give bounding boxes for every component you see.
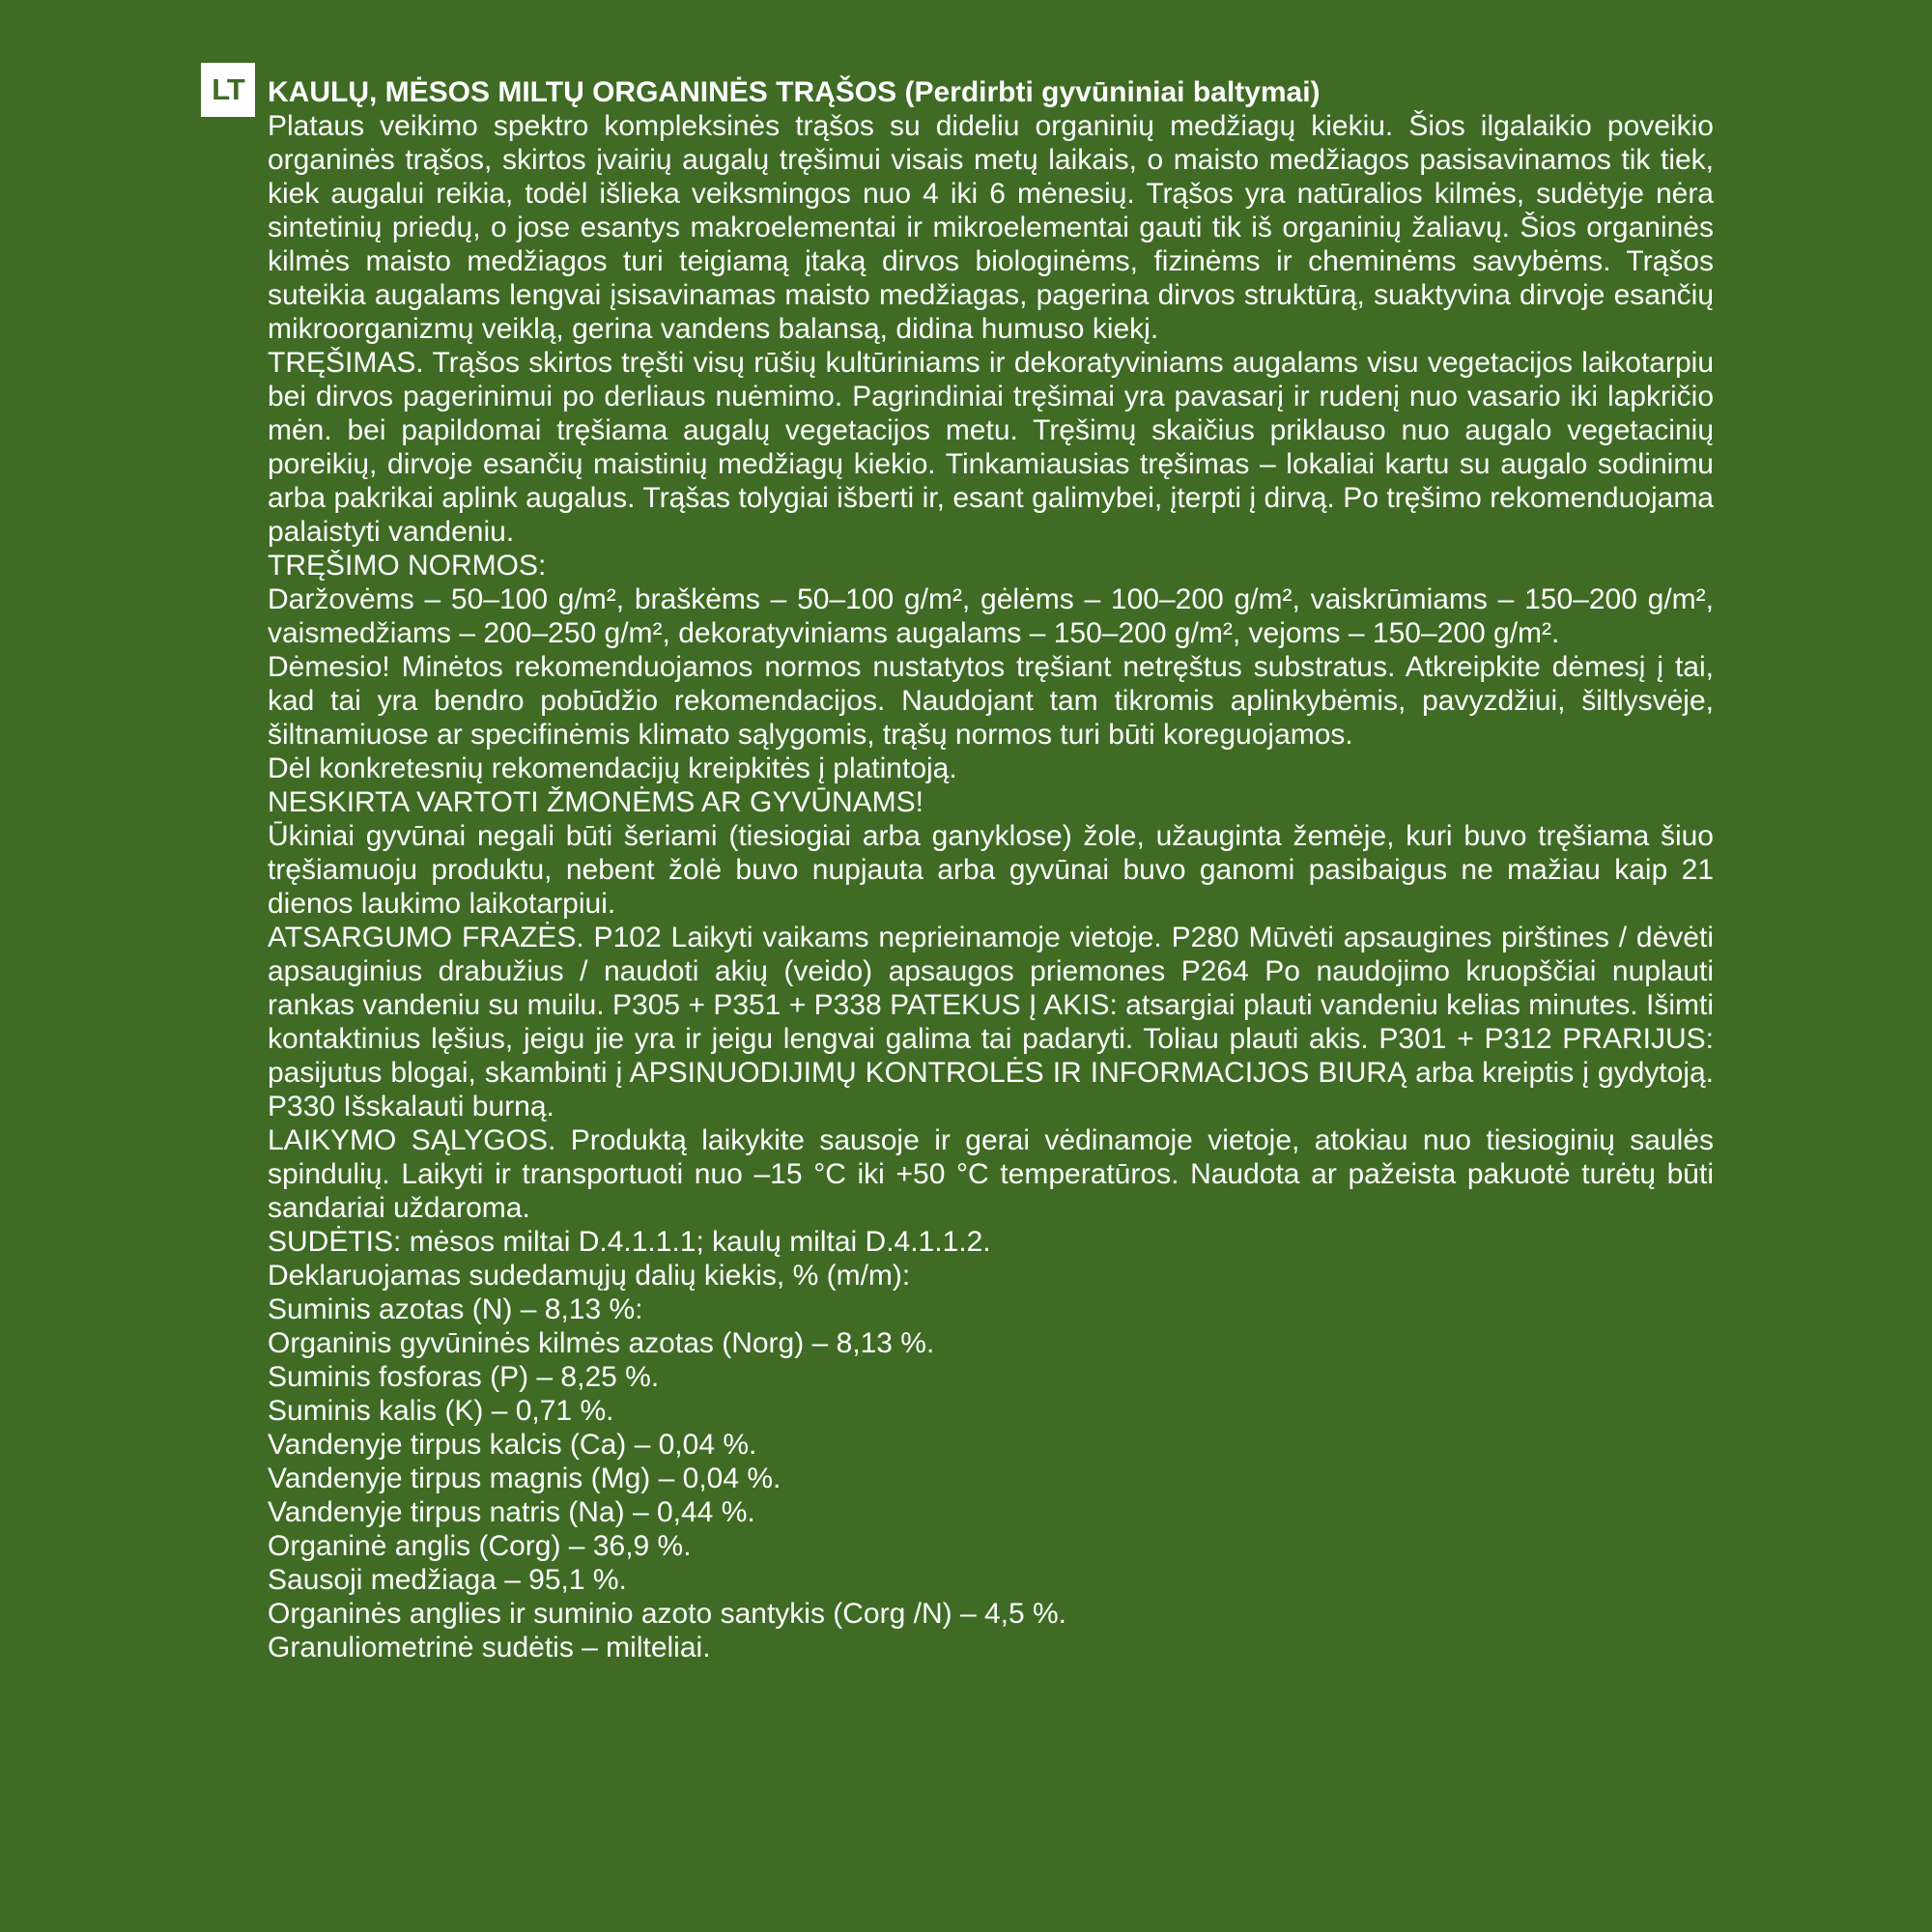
declared-item: Vandenyje tirpus magnis (Mg) – 0,04 %. <box>268 1463 781 1494</box>
language-badge: LT <box>201 63 255 117</box>
rates-paragraph: Daržovėms – 50–100 g/m², braškėms – 50–100 g/m², gėlėms – 100–200 g/m², vaiskrūmiams – 150–200 g/m², vaismedžiams – 200–250 g/m², dekoratyviniams augalams – 150–200 g/m², vejoms – 150–200 g/m². <box>268 583 1714 649</box>
storage-paragraph: LAIKYMO SĄLYGOS. Produktą laikykite sausoje ir gerai vėdinamoje vietoje, atokiau nuo tiesioginių saulės spindulių. Laikyti ir transportuoti nuo –15 °C iki +50 °C temperatūros. Naudota ar pažeista pakuotė turėtų būti sandariai uždaroma. <box>268 1124 1714 1224</box>
declared-heading: Deklaruojamas sudedamųjų dalių kiekis, % (m/m): <box>268 1260 911 1292</box>
warning-line: NESKIRTA VARTOTI ŽMONĖMS AR GYVŪNAMS! <box>268 786 924 818</box>
livestock-paragraph: Ūkiniai gyvūnai negali būti šeriami (tiesiogiai arba ganyklose) žole, užauginta žemėje, kuri buvo tręšiama šiuo tręšiamuoju produktu, nebent žolė buvo nupjauta arba gyvūnai buvo ganomi pasibaigus ne mažiau kaip 21 dienos laukimo laikotarpiui. <box>268 820 1714 920</box>
declared-item: Suminis kalis (K) – 0,71 %. <box>268 1395 614 1427</box>
product-title: KAULŲ, MĖSOS MILTŲ ORGANINĖS TRĄŠOS (Perdirbti gyvūniniai baltymai) <box>268 76 1321 108</box>
rates-heading: TRĘŠIMO NORMOS: <box>268 550 547 582</box>
application-paragraph: TRĘŠIMAS. Trąšos skirtos tręšti visų rūšių kultūriniams ir dekoratyviniams augalams visu vegetacijos laikotarpiu bei dirvos pagerinimui po derliaus nuėmimo. Pagrindiniai tręšimai yra pavasarį ir rudenį nuo vasario iki lapkričio mėn. bei papildomai tręšiama augalų vegetacijos metu. Tręšimų skaičius priklauso nuo augalo vegetacinių poreikių, dirvoje esančių maistinių medžiagų kiekio. Tinkamiausias tręšimas – lokaliai kartu su augalo sodinimu arba pakrikai aplink augalus. Trąšas tolygiai išberti ir, esant galimybei, įterpti į dirvą. Po tręšimo rekomenduojama palaistyti vandeniu. <box>268 347 1714 548</box>
composition-line: SUDĖTIS: mėsos miltai D.4.1.1.1; kaulų miltai D.4.1.1.2. <box>268 1226 991 1258</box>
declared-item: Organinis gyvūninės kilmės azotas (Norg) – 8,13 %. <box>268 1327 935 1359</box>
precautions-paragraph: ATSARGUMO FRAZĖS. P102 Laikyti vaikams neprieinamoje vietoje. P280 Mūvėti apsaugines pirštines / dėvėti apsauginius drabužius / naudoti akių (veido) apsaugos priemones P264 Po naudojimo kruopščiai nuplauti rankas vandeniu su muilu. P305 + P351 + P338 PATEKUS Į AKIS: atsargiai plauti vandeniu kelias minutes. Išimti kontaktinius lęšius, jeigu jie yra ir jeigu lengvai galima tai padaryti. Toliau plauti akis. P301 + P312 PRARIJUS: pasijutus blogai, skambinti į APSINUODIJIMŲ KONTROLĖS IR INFORMACIJOS BIURĄ arba kreiptis į gydytoją. P330 Išskalauti burną. <box>268 922 1714 1122</box>
declared-item: Granuliometrinė sudėtis – milteliai. <box>268 1632 711 1663</box>
contact-line: Dėl konkretesnių rekomendacijų kreipkitės į platintoją. <box>268 753 957 784</box>
label-text <box>268 75 1714 1664</box>
declared-item: Suminis azotas (N) – 8,13 %: <box>268 1293 643 1325</box>
declared-item: Vandenyje tirpus kalcis (Ca) – 0,04 %. <box>268 1429 757 1461</box>
declared-item: Suminis fosforas (P) – 8,25 %. <box>268 1361 660 1393</box>
declared-item: Organinė anglis (Corg) – 36,9 %. <box>268 1530 692 1562</box>
declared-item: Sausoji medžiaga – 95,1 %. <box>268 1564 627 1596</box>
attention-paragraph: Dėmesio! Minėtos rekomenduojamos normos nustatytos tręšiant netręštus substratus. Atkreipkite dėmesį į tai, kad tai yra bendro pobūdžio rekomendacijos. Naudojant tam tikromis aplinkybėmis, pavyzdžiui, šiltlysvėje, šiltnamiuose ar specifinėmis klimato sąlygomis, trąšų normos turi būti koreguojamos. <box>268 651 1714 751</box>
declared-item: Vandenyje tirpus natris (Na) – 0,44 %. <box>268 1496 755 1528</box>
intro-paragraph: Plataus veikimo spektro kompleksinės trąšos su dideliu organinių medžiagų kiekiu. Šios ilgalaikio poveikio organinės trąšos, skirtos įvairių augalų tręšimui visais metų laikais, o maisto medžiagos pasisavinamos tik tiek, kiek augalui reikia, todėl išlieka veiksmingos nuo 4 iki 6 mėnesių. Trąšos yra natūralios kilmės, sudėtyje nėra sintetinių priedų, o jose esantys makroelementai ir mikroelementai gauti tik iš organinių žaliavų. Šios organinės kilmės maisto medžiagos turi teigiamą įtaką dirvos biologinėms, fizinėms ir cheminėms savybėms. Trąšos suteikia augalams lengvai įsisavinamas maisto medžiagas, pagerina dirvos struktūrą, suaktyvina dirvoje esančių mikroorganizmų veiklą, gerina vandens balansą, didina humuso kiekį. <box>268 110 1714 345</box>
declared-item: Organinės anglies ir suminio azoto santykis (Corg /N) – 4,5 %. <box>268 1598 1067 1630</box>
